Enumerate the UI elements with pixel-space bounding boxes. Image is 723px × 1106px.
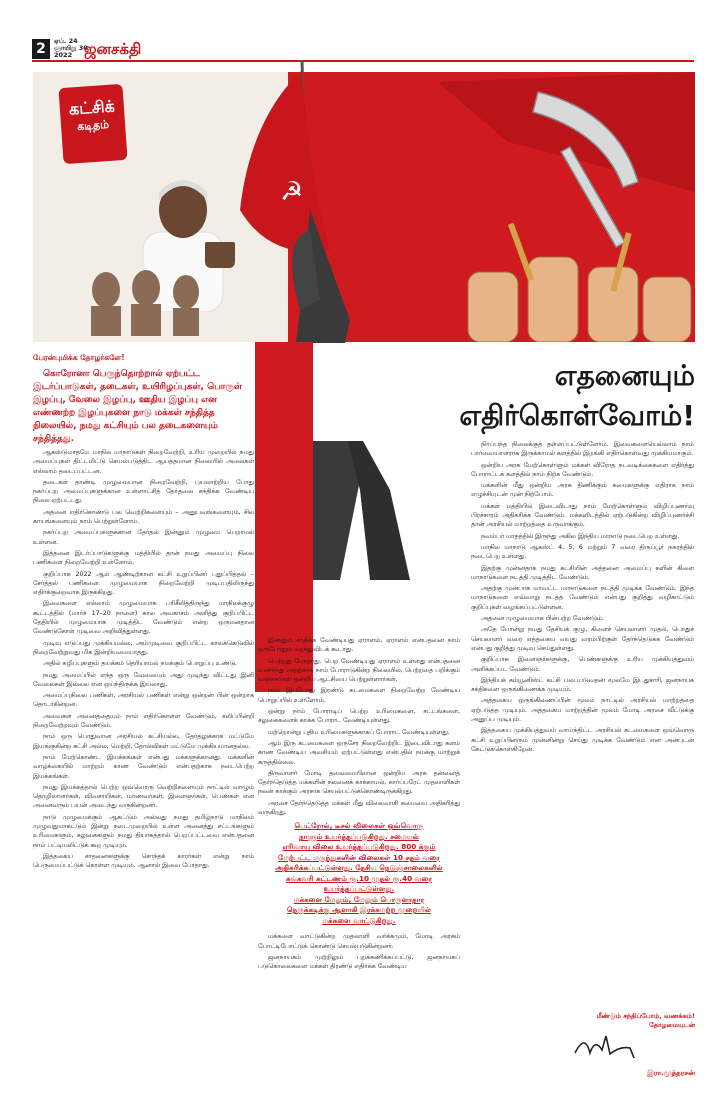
paragraph: அரசை தேர்ந்தெடுத்த மக்கள் மீது விலைவாசி சுமையை அதிகரித்து வருகிறது. bbox=[258, 799, 460, 817]
paragraph: திருவாளர் மோடி தலைமையிலான ஒன்றிய அரசு தன்னைத் தேர்ந்தெடுத்த மக்களின் நலனைக் காக்காமல், கார்ப்பரேட் முதலாளிகள் நலன் காக்கும் அரசாக செயல்பட்டுக்கொண்டிருக்கிறது. bbox=[258, 769, 460, 796]
article-column-1 bbox=[33, 352, 254, 1064]
article-column-2 bbox=[258, 636, 460, 1070]
paragraph: ஆகஸ்டுமாதமே மாநில மாநாடுகள் நிறைவேற்றி, உரிய முறையில் நமது அமைப்புகள் திட்டமிட்டு செயல்படுத்திட ஆயத்தமான நிலையில் அலைகள் எல்லாம் தடைப்பட்டன. bbox=[33, 449, 254, 475]
paragraph: அதில் கழிப்புகளும் தயக்கம் தெரியாமல் நமக்கும் பொறுப்பு உண்டு. bbox=[43, 660, 237, 668]
paragraph: மக்களை வாட்டுகின்ற முதலாளி வர்க்கமும், மோடி அரசும் போட்டிபோட்டுக் கொண்டு செயல்படுகின்றனர். bbox=[258, 933, 460, 950]
headline-line: எதனையும் bbox=[554, 359, 695, 392]
date-line: ஞாயிறு 30 bbox=[54, 44, 88, 52]
statues-icon bbox=[81, 268, 211, 336]
column-2-body bbox=[258, 636, 460, 817]
paragraph: நமது அமைப்பில் எந்த ஒரு வேலையும் அது முடிந்து விட்டது இனி வேலைகள் இல்லை என ஒய்ந்திருக்க இயலாது. bbox=[33, 671, 254, 688]
coffee-mug-icon bbox=[205, 242, 235, 268]
signoff-line: மீண்டும் சந்திப்போம், வணக்கம்! bbox=[596, 1012, 695, 1020]
paragraph: இதற்கு முன்னதாக நமது கட்சியின் அத்தனை அமைப்பு களின் கிளை மாநாடுகளை நடத்தி முடித்திட வேண்டும். bbox=[471, 564, 694, 581]
column-3-body bbox=[471, 440, 694, 754]
highlight-line: உயர்த்தப்பட்டுள்ளது. bbox=[323, 884, 395, 894]
lead-paragraph: கொரோனா பெருந்தொற்றால் ஏற்பட்ட இடர்ப்பாடுகள், தடைகள், உயிரிழப்புகள், பொருள் இழப்பு, வேலை இழப்பு, ஊதிய இழப்பு என எண்ணற்ற இழப்புகளை நாடு மக்கள் சந்தித்த நிலையில், நமது கட்சியும் பல தடைகளையும் சந்தித்தது. bbox=[33, 369, 242, 444]
signature-icon bbox=[570, 1028, 640, 1064]
highlight-line: மக்களை மேலும், மேலும் பொருளாதார bbox=[293, 894, 425, 904]
date-line: 2022 bbox=[54, 51, 73, 59]
paragraph: மக்கள் மத்தியில் இடைவிடாது நாம் மேற்கொள்ளும் விழிப்புணர்வு பிரச்சாரம் அதிகரிக்க வேண்டும். மக்களிடத்தில் ஏற்படுகின்ற விழிப்புணர்ச்சி தான் அரசியல் மாற்றத்தை உருவாக்கும். bbox=[471, 502, 694, 529]
newspaper-name: ஜனசக்தி bbox=[84, 40, 142, 58]
paragraph: அதற்கு முன்பாக மாவட்ட மாநாடுகளை நடத்தி முடிக்க வேண்டும். இந்த மாநாடுகளை எவ்வாறு நடத்த வேண்டும் என்பது குறித்து வழிகாட்டும் குறிப்புகள் வழங்கப்பட்டுள்ளன. bbox=[471, 585, 694, 611]
paragraph: நவம்பர் மாதத்தில் இருந்து அகில இந்திய மாநாடு நடைபெற உள்ளது. bbox=[481, 532, 680, 540]
highlight-line: சுங்கவரி கட்டணம் ரூ.10 முதல் ரூ.40 வரை bbox=[285, 873, 433, 883]
column-logo-line: கட்சிக் bbox=[68, 96, 116, 119]
paragraph: அதே போன்று நமது தேசியக் குழு, கிளைச் செயலாளர் முதல், பொதுச் செயலாளர் வரை எத்தகைய வயது வரம்பிற்குள் தேர்ந்தெடுக்க வேண்டும் என்பது குறித்து முடிவு செய்துள்ளது. bbox=[471, 626, 694, 652]
paragraph: ஆம் இரு கடமைகளை ஒருசேர நிறைவேற்றிட இடைவிடாது களம் காண வேண்டிய அவசியம் ஏற்பட்டுள்ளது என்பதில் நமக்கு மாற்றுக் கருத்தில்லை. bbox=[258, 739, 460, 766]
paragraph: தடைகள் தாண்டி முழுமையான நிறைவேற்றி, புயலாற்றிய போது நகர்ப்புற அமைப்புகளுக்கான உள்ளாட்சித் தேர்தலை சந்திக்க வேண்டிய நிலை ஏற்பட்டது. bbox=[33, 478, 254, 505]
paragraph: இந்தியக் கம்யூனிஸ்ட் கட்சி பலப்படுவதன் மூலமே இடதுசாரி, ஜனநாயக சக்திகளை ஒருங்கிணைக்க முடியும். bbox=[471, 676, 694, 694]
paragraph: முடிவு எடுப்பது முக்கியமல்ல, அம்முடிவை குறிப்பிட்ட காலக்கெடுவில் நிறைவேற்றுவது மிக இன்றியமையாதது. bbox=[33, 639, 254, 656]
column-2-after bbox=[258, 932, 460, 971]
column-logo-line: கடிதம் bbox=[76, 117, 110, 134]
paragraph: ஜனநாயகம் முற்றிலும் புறக்கணிக்கப்பட்டு, ஜனநாயகப் படுகொலைகளை மக்கள் திரண்டு எதிர்க்க வேண்டிய bbox=[258, 953, 460, 971]
paragraph: அவைகள் அனைத்தையும் நாம் எதிர்கொள்ள வேண்டும், சலிப்பின்றி நிறைவேற்றவும் வேண்டும். bbox=[33, 712, 254, 730]
highlight-line: பெட்ரோல், டீசல் விலைகள் ஒவ்வொரு bbox=[294, 821, 424, 831]
highlight-line: மேற்பட்ட மருந்துகளின் விலைகள் 10 சதம் வரை bbox=[278, 852, 440, 862]
masthead bbox=[32, 38, 694, 62]
paragraph: அதனை எதிர்கொண்டு பல வெற்றிகளையும் – அனுபவங்களையும், சில காயங்களையும் நாம் பெற்றுள்ளோம். bbox=[33, 508, 254, 526]
highlight-line: எரிவாயு விலை உயர்த்தப்படுகிறது. 800 க்கும் bbox=[282, 842, 436, 852]
highlight-line: நெருக்கடிக்கு ஆளாகி இரக்கமற்ற முறையில் bbox=[287, 905, 431, 915]
paragraph: மாநில மாநாடு ஆகஸ்ட் 4, 5, 6 மற்றும் 7 வரை திருப்பூர் நகரத்தில் நடைபெற உள்ளது. bbox=[471, 543, 694, 561]
paragraph: நாம் இப்போது இரண்டு கடமைகளை நிறைவேற்ற வேண்டிய பொறுப்பில் உள்ளோம். bbox=[258, 687, 460, 704]
author-name: இரா.முத்தரசன் bbox=[647, 1069, 695, 1077]
paragraph: நமது இயக்கத்தால் பெற்ற ஒவ்வொரு வெற்றிகளையும் நாட்டில் வாழும் தொழிலாளர்கள், விவசாயிகள், மாணவர்கள், இளைஞர்கள், பெண்கள் என அனைவரும் பயன் அடைந்து வருகின்றனர். bbox=[33, 783, 254, 810]
paragraph: நிர்ப்பந்த நிலைக்குத் தள்ளப்பட்டுள்ளோம். இவைகளையெல்லாம் நாம் பார்வையாளராக இருக்காமல் களத்தில் இறங்கி எதிர்கொள்வது முக்கியமாகும். bbox=[471, 441, 694, 458]
paragraph: மக்களின் மீது ஒன்றிய அரசு திணிக்கும் சுமைகளுக்கு எதிராக நாம் எழுச்சியுடன் முன் நிற்போம். bbox=[471, 482, 694, 499]
paragraph: அத்தகைய ஒருங்கிணைப்பின் மூலம் நாட்டில் அரசியல் மாற்றத்தை ஏற்படுத்த முடியும். அத்தகைய மாற்றத்தின் மூலம் மோடி அரசை வீட்டுக்கு அனுப்ப முடியும். bbox=[471, 697, 694, 724]
article-column-3 bbox=[471, 440, 694, 1020]
column-1-body bbox=[33, 448, 254, 870]
paragraph: இத்தனை இடர்ப்பாடுகளுக்கு மத்தியில் தான் நமது அமைப்பு நிலை பணிகளை நிறைவேற்றி உள்ளோம். bbox=[33, 549, 254, 567]
paragraph: பெற்றது போதாது. பெற வேண்டியது ஏராளம் உள்ளது என்பதனை உணர்ந்து அதற்காக நாம் போராடுகின்ற நிலையில், பெற்றதை பறிக்கும் வஞ்சகர்கள் ஒன்றிய ஆட்சியை பெற்றுள்ளார்கள். bbox=[258, 657, 460, 684]
signoff-line: தோழமையுடன் bbox=[649, 1021, 695, 1029]
headline bbox=[360, 356, 695, 436]
paragraph: நகர்ப்புற அமைப்புகளுக்கான தேர்தல் இன்னும் முழுமை பெறாமல் உள்ளன. bbox=[33, 529, 254, 546]
paragraph: இவைகளை எல்லாம் முழுமையாக பரிசீலித்திருந்து மாநிலக்குழு கூட்டத்தில் (மார்ச் 17–20 நாளை) கால அவகாசம் அளித்து குறிப்பிட்ட தேதியில் முழுமையாக முடித்திட வேண்டும் என்ற ஒருமனதான வேண்டுகோள் முடிவை அறிவித்துள்ளது. bbox=[33, 600, 254, 636]
highlight-box bbox=[258, 821, 460, 926]
highlight-line: அதிகரிக்கப்பட்டுள்ளது. தேசிய நெடுஞ்சாலைகளில் bbox=[275, 863, 443, 873]
issue-date bbox=[54, 38, 88, 59]
paragraph: மற்றொன்று புதிய உரிமைகளுக்காகப் போராட வேண்டியுள்ளது. bbox=[268, 728, 450, 736]
column-logo bbox=[58, 84, 127, 164]
paragraph: நாடு முழுமைக்கும் ஆகட்டும் அல்லது நமது தமிழ்நாடு மாநிலம் முழுவதுமாகட்டும் இன்று நடைமுறையில் உள்ள அனைத்து சட்டங்களும் உரிமைகளும், சலுகைகளும் நமது தியாகத்தால் பெறப்பட்டவை என்பதனை நாம் பட்டியலிட்டுக் கூற முடியும். bbox=[33, 813, 254, 849]
paragraph: இத்தகைய முக்கியத்துவம் வாய்ந்திட்ட அரசியல் கடமைகளை ஒவ்வொரு கட்சி உறுப்பினரும் முன்னின்று செய்து முடிக்க வேண்டும் என அன்புடன் கேட்டுக்கொள்கிறேன். bbox=[471, 727, 694, 753]
highlight-line: நாளும் உயர்த்தப்படுகிறது. சமையல் bbox=[299, 831, 419, 841]
svg-text:☭: ☭ bbox=[280, 177, 304, 207]
paragraph: நாம் மேற்கொண்ட இயக்கங்கள் என்பது மக்களுக்கானது. மக்களின் வாழ்க்கையில் மாற்றம் காண வேண்டும் என்பதற்காக நடைபெற்ற இயக்கங்கள். bbox=[33, 753, 254, 780]
paragraph: குறிப்பாக 2022 ஆம் ஆண்டிற்கான கட்சி உறுப்பினர் புதுப்பித்தல் – சேர்த்தல் பணிகளை முழுமையாக நிறைவேற்றி முடிப்பதிலிருந்து எதிர்க்குறைவாக இருக்கிறது. bbox=[33, 570, 254, 597]
paragraph: இன்னும் சாதிக்க வேண்டியது ஏராளம், ஏராளம் என்பதனை நாம் ஒருபோதும் மறந்துவிடக் கூடாது. bbox=[258, 637, 460, 654]
paragraph: ஒன்றிய அரசு மேற்கொள்ளும் மக்கள் விரோத நடவடிக்கைகளை எதிர்த்து போராட்டக் களத்தில் நாம் நிற்க வேண்டும். bbox=[471, 461, 694, 478]
paragraph: ஒன்று நாம் போராடிப் பெற்ற உரிமைகளை, சட்டங்களை, சலுகைகளைக் காக்க போராட வேண்டியுள்ளது. bbox=[258, 708, 460, 725]
paragraph: நாம் ஒரு பொதுவான அரசியல் கட்சியல்ல, தேர்தலுக்காக மட்டுமே இயங்குகின்ற கட்சி அல்ல, மெற்றி, தோல்விகள் மட்டுமே முக்கியமானதல்ல. bbox=[33, 733, 254, 750]
paragraph: இத்தகைய சாதனைகளுக்கு சொந்தக் காரர்கள் என்று நாம் பெருமைப்பட்டுக் கொள்ள முடியும். ஆனால் இவை போதாது. bbox=[33, 852, 254, 870]
headline-line: எதிர்கொள்வோம்! bbox=[459, 399, 695, 432]
paragraph: குறிப்பாக இளைஞர்களுக்கு, பெண்களுக்கு உரிய முக்கியத்துவம் அளிக்கப்பட வேண்டும். bbox=[471, 656, 694, 673]
highlight-line: மக்களை வாட்டுகிறது. bbox=[322, 915, 396, 925]
paragraph: அதனை முழுமையாக பின்பற்ற வேண்டும். bbox=[481, 615, 604, 623]
salutation: பேரன்புமிக்க தோழர்களே! bbox=[33, 353, 125, 362]
paragraph: அமைப்புநிலை பணிகள், அரசியல் பணிகள் என்று ஒன்றன் பின் ஒன்றாக தொடர்கின்றன. bbox=[33, 692, 254, 709]
date-line: ஏப். 24 bbox=[54, 37, 78, 45]
page-number: 2 bbox=[32, 39, 50, 59]
